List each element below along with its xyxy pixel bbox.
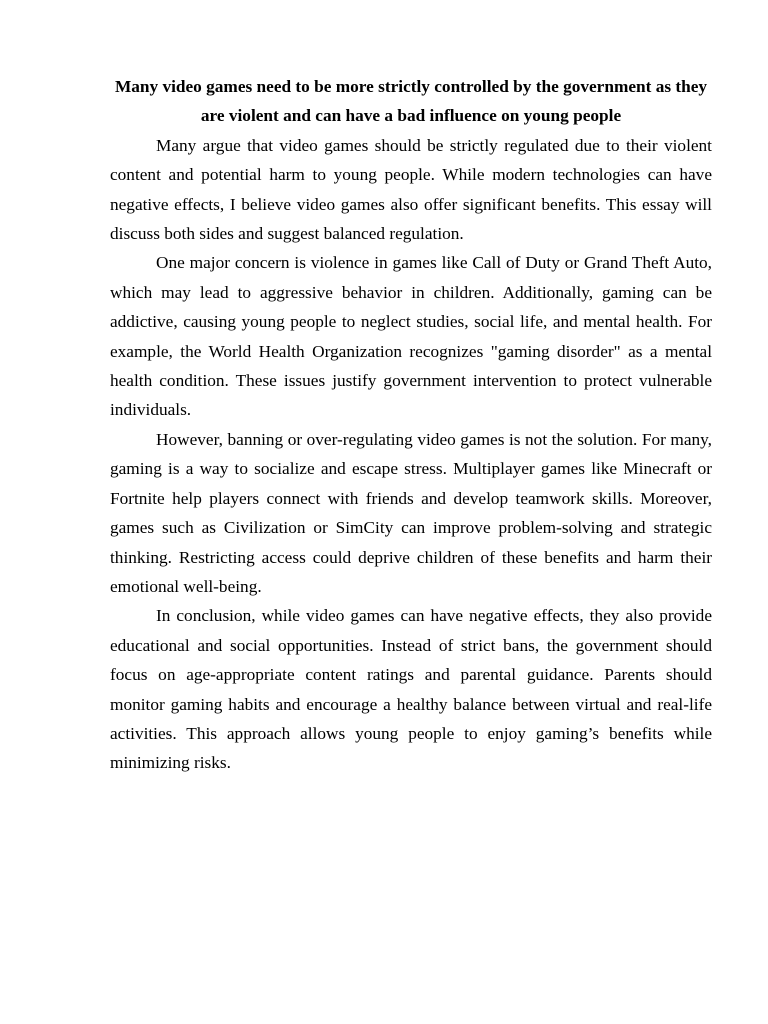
essay-title: Many video games need to be more strictly controlled by the government as they are violent and can have a bad influence on young people [114, 77, 708, 126]
paragraph-introduction: Many argue that video games should be strictly regulated due to their violent content and potential harm to young people. While modern technologies can have negative effects, I believe video games also offer significant benefits. This essay will discuss both sides and suggest balanced regulation. [110, 135, 712, 244]
paragraph-concerns: One major concern is violence in games like Call of Duty or Grand Theft Auto, which may lead to aggressive behavior in children. Additionally, gaming can be addictive, causing young people to neglect studies, social life, and mental health. For example, the World Health Organization recognizes "gaming disorder" as a mental health condition. These issues justify government intervention to protect vulnerable individuals. [110, 253, 712, 420]
paragraph-conclusion: In conclusion, while video games can have negative effects, they also provide educational and social opportunities. Instead of strict bans, the government should focus on age-appropriate content ratings and parental guidance. Parents should monitor gaming habits and encourage a healthy balance between virtual and real-life activities. This approach allows young people to enjoy gaming’s benefits while minimizing risks. [110, 606, 712, 773]
document-page [110, 72, 712, 778]
paragraph-benefits: However, banning or over-regulating video games is not the solution. For many, gaming is a way to socialize and escape stress. Multiplayer games like Minecraft or Fortnite help players connect with friends and develop teamwork skills. Moreover, games such as Civilization or SimCity can improve problem-solving and strategic thinking. Restricting access could deprive children of these benefits and harm their emotional well-being. [110, 429, 712, 596]
